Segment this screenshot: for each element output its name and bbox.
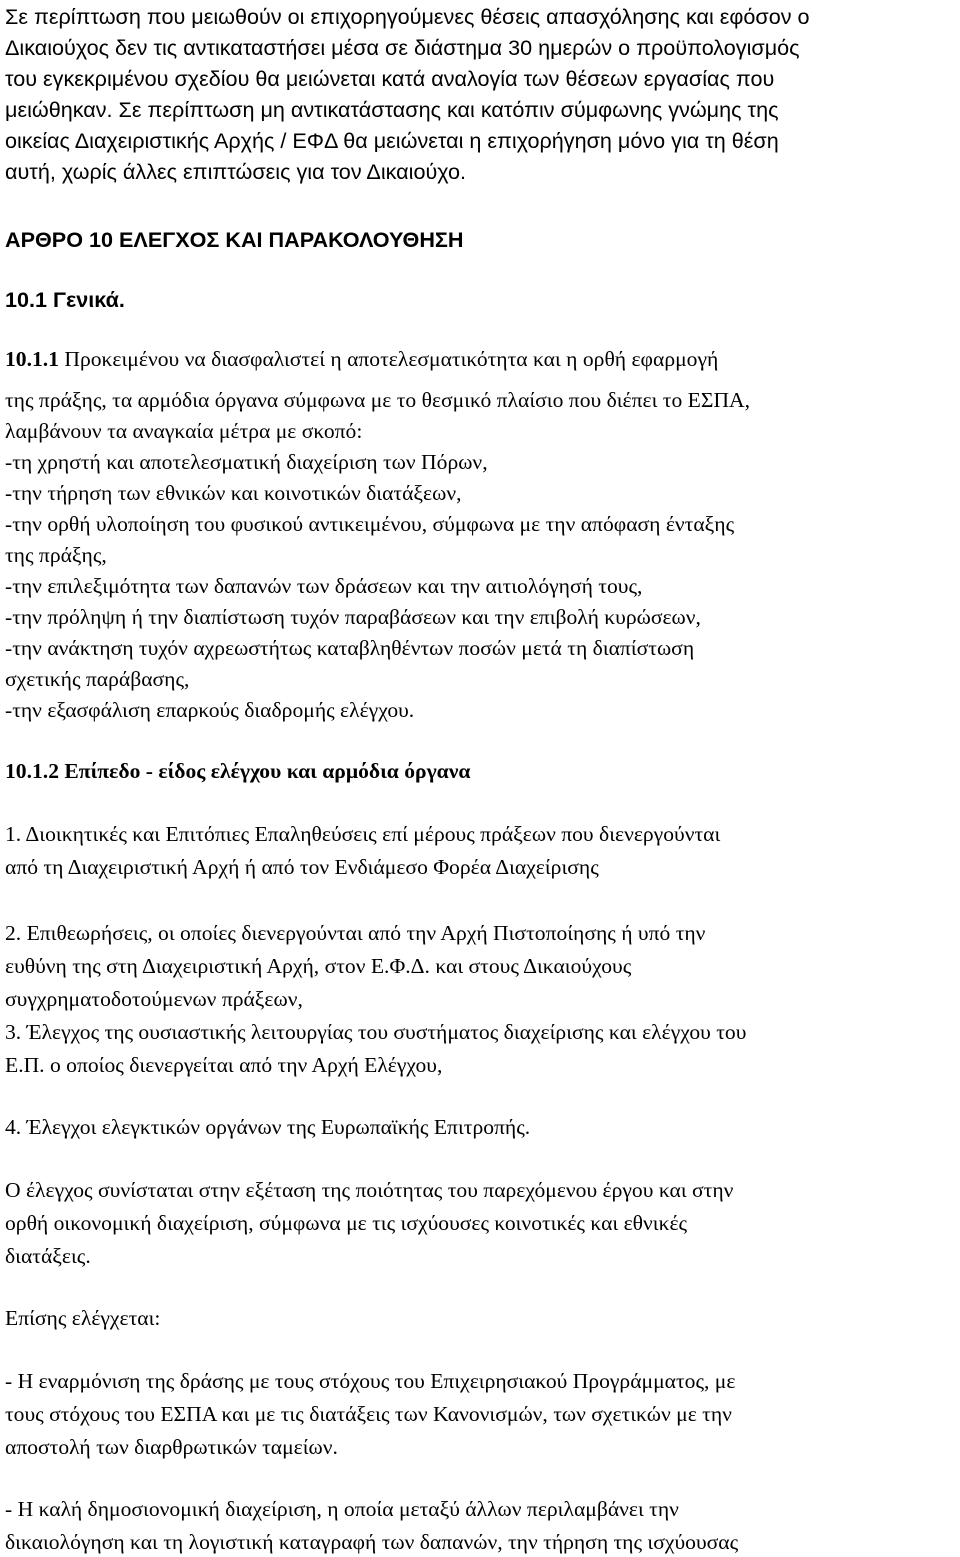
list-item-1-line: 1. Διοικητικές και Επιτόπιες Επαληθεύσεις επί μέρους πράξεων που διενεργούνται (5, 822, 721, 846)
control-paragraph-line: διατάξεις. (5, 1244, 91, 1268)
section-heading-10-1-2: 10.1.2 Επίπεδο - είδος ελέγχου και αρμόδια όργανα (5, 759, 471, 783)
list-item-2-line: ευθύνη της στη Διαχειριστική Αρχή, στον Ε.Φ.Δ. και στους Δικαιούχους (5, 954, 632, 978)
intro-line: οικείας Διαχειριστικής Αρχής / ΕΦΔ θα μειώνεται η επιχορήγηση μόνο για τη θέση (5, 128, 779, 153)
list-item-1-line: από τη Διαχειριστική Αρχή ή από τον Ενδιάμεσο Φορέα Διαχείρισης (5, 855, 599, 879)
control-paragraph-line: ορθή οικονομική διαχείριση, σύμφωνα με τις ισχύουσες κοινοτικές και εθνικές (5, 1211, 688, 1235)
section-10-1-1-line: -την πρόληψη ή την διαπίστωση τυχόν παραβάσεων και την επιβολή κυρώσεων, (5, 605, 701, 629)
harmonization-line: τους στόχους του ΕΣΠΑ και με τις διατάξεις των Κανονισμών, των σχετικών με την (5, 1402, 732, 1426)
control-paragraph-line: Ο έλεγχος συνίσταται στην εξέταση της ποιότητας του παρεχόμενου έργου και στην (5, 1178, 734, 1202)
section-10-1-1-line: -την εξασφάλιση επαρκούς διαδρομής ελέγχου. (5, 698, 415, 722)
public-finance-line: - Η καλή δημοσιονομική διαχείριση, η οποία μεταξύ άλλων περιλαμβάνει την (5, 1497, 679, 1521)
harmonization-line: αποστολή των διαρθρωτικών ταμείων. (5, 1435, 338, 1459)
section-10-1-1-line: της πράξης, τα αρμόδια όργανα σύμφωνα με το θεσμικό πλαίσιο που διέπει το ΕΣΠΑ, (5, 388, 751, 412)
public-finance-line: δικαιολόγηση και τη λογιστική καταγραφή των δαπανών, την τήρηση της ισχύουσας (5, 1530, 739, 1554)
intro-line: αυτή, χωρίς άλλες επιπτώσεις για τον Δικαιούχο. (5, 159, 467, 184)
section-10-1-1-line: -την ανάκτηση τυχόν αχρεωστήτως καταβληθέντων ποσών μετά τη διαπίστωση (5, 636, 695, 660)
section-heading-10-1: 10.1 Γενικά. (5, 287, 125, 312)
section-10-1-1-line: -την τήρηση των εθνικών και κοινοτικών διατάξεων, (5, 481, 462, 505)
list-item-2-line: συγχρηματοδοτούμενων πράξεων, (5, 987, 303, 1011)
section-10-1-1-first-line (5, 349, 718, 371)
intro-line: Σε περίπτωση που μειωθούν οι επιχορηγούμενες θέσεις απασχόλησης και εφόσον ο (5, 4, 810, 29)
section-10-1-1-line: σχετικής παράβασης, (5, 667, 190, 691)
list-item-3-line: Ε.Π. ο οποίος διενεργείται από την Αρχή Ελέγχου, (5, 1053, 443, 1077)
section-text: Προκειμένου να διασφαλιστεί η αποτελεσματικότητα και η ορθή εφαρμογή (58, 347, 719, 371)
section-10-1-1-line: λαμβάνουν τα αναγκαία μέτρα με σκοπό: (5, 419, 363, 443)
section-10-1-1-line: -την ορθή υλοποίηση του φυσικού αντικειμένου, σύμφωνα με την απόφαση ένταξης (5, 512, 735, 536)
section-10-1-1-line: -την επιλεξιμότητα των δαπανών των δράσεων και την αιτιολόγησή τους, (5, 574, 643, 598)
list-item-4-line: 4. Έλεγχοι ελεγκτικών οργάνων της Ευρωπαϊκής Επιτροπής. (5, 1115, 531, 1139)
also-checked-label: Επίσης ελέγχεται: (5, 1306, 161, 1330)
list-item-2-line: 2. Επιθεωρήσεις, οι οποίες διενεργούνται από την Αρχή Πιστοποίησης ή υπό την (5, 921, 706, 945)
section-10-1-1-line: -τη χρηστή και αποτελεσματική διαχείριση των Πόρων, (5, 450, 488, 474)
intro-line: του εγκεκριμένου σχεδίου θα μειώνεται κατά αναλογία των θέσεων εργασίας που (5, 66, 775, 91)
intro-line: Δικαιούχος δεν τις αντικαταστήσει μέσα σε διάστημα 30 ημερών ο προϋπολογισμός (5, 35, 800, 60)
intro-line: μειώθηκαν. Σε περίπτωση μη αντικατάστασης και κατόπιν σύμφωνης γνώμης της (5, 97, 779, 122)
list-item-3-line: 3. Έλεγχος της ουσιαστικής λειτουργίας του συστήματος διαχείρισης και ελέγχου του (5, 1020, 747, 1044)
section-number: 10.1.1 (5, 347, 59, 371)
section-10-1-1-line: της πράξης, (5, 543, 107, 567)
harmonization-line: - Η εναρμόνιση της δράσης με τους στόχους του Επιχειρησιακού Προγράμματος, με (5, 1369, 736, 1393)
article-heading: ΑΡΘΡΟ 10 ΕΛΕΓΧΟΣ ΚΑΙ ΠΑΡΑΚΟΛΟΥΘΗΣΗ (5, 227, 464, 252)
